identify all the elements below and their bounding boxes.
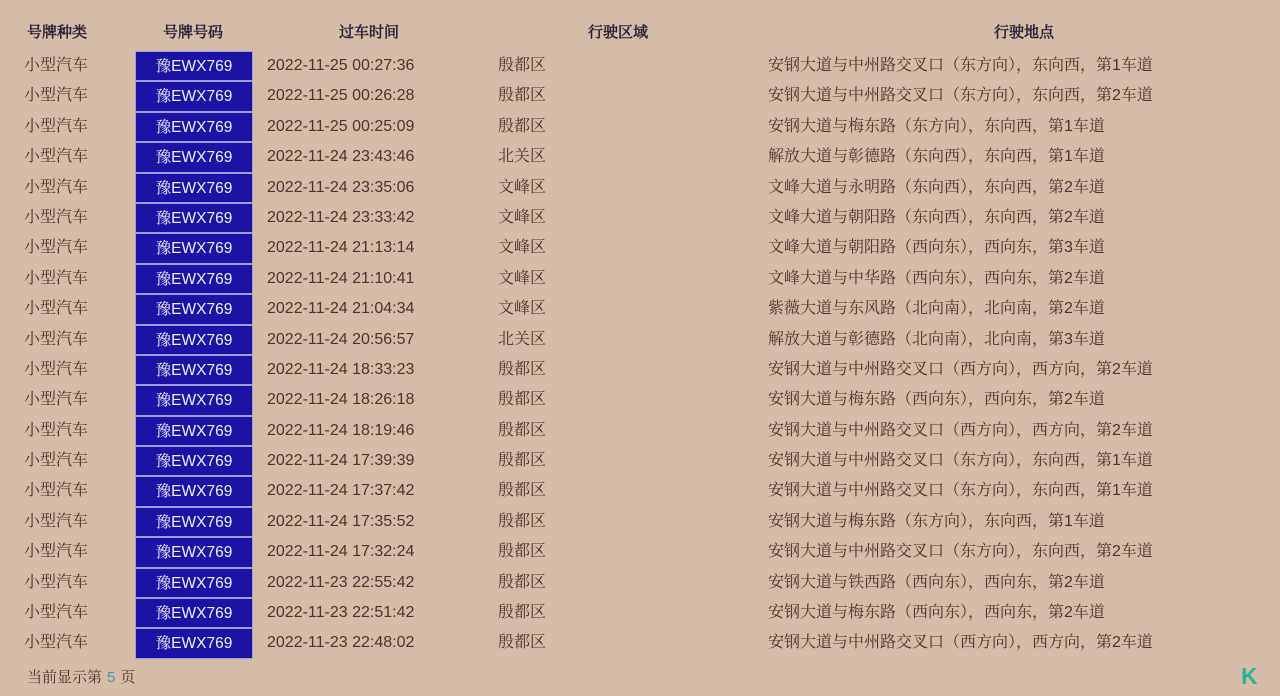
location-cell: 文峰大道与永明路（东向西），东向西，第2车道 [768, 178, 1105, 196]
plate-type-cell: 小型汽车 [23, 87, 88, 105]
table-header-row [0, 23, 1280, 43]
pass-time-cell: 2022-11-24 23:43:46 [267, 148, 415, 166]
table-row [0, 173, 1280, 203]
district-cell: 文峰区 [497, 208, 546, 226]
location-cell: 安钢大道与中州路交叉口（东方向），东向西，第1车道 [768, 482, 1153, 500]
plate-type-cell: 小型汽车 [23, 604, 88, 622]
district-cell: 殷都区 [497, 117, 546, 135]
table-row [0, 446, 1280, 476]
plate-number-badge[interactable]: 豫EWX769 [135, 142, 253, 172]
plate-type-cell: 小型汽车 [23, 330, 88, 348]
table-row [0, 81, 1280, 111]
plate-type-cell: 小型汽车 [23, 421, 88, 439]
plate-type-cell: 小型汽车 [23, 543, 88, 561]
pass-time-cell: 2022-11-23 22:51:42 [267, 604, 415, 622]
district-cell: 殷都区 [497, 634, 546, 652]
table-row [0, 112, 1280, 142]
plate-number-badge[interactable]: 豫EWX769 [135, 233, 253, 263]
header-plate-number: 号牌号码 [162, 24, 224, 41]
pass-time-cell: 2022-11-24 18:33:23 [267, 360, 415, 378]
plate-number-badge[interactable]: 豫EWX769 [135, 294, 253, 324]
pass-time-cell: 2022-11-24 18:19:46 [267, 421, 415, 439]
plate-number-badge[interactable]: 豫EWX769 [135, 51, 253, 81]
pass-time-cell: 2022-11-23 22:48:02 [267, 634, 415, 652]
location-cell: 安钢大道与中州路交叉口（西方向），西方向，第2车道 [768, 421, 1153, 439]
table-row [0, 628, 1280, 658]
pass-time-cell: 2022-11-24 23:33:42 [267, 208, 415, 226]
plate-number-badge[interactable]: 豫EWX769 [135, 355, 253, 385]
table-row [0, 294, 1280, 324]
header-pass-time: 过车时间 [338, 24, 400, 41]
pass-time-cell: 2022-11-24 20:56:57 [267, 330, 415, 348]
location-cell: 解放大道与彰德路（东向西），东向西，第1车道 [768, 148, 1105, 166]
plate-number-badge[interactable]: 豫EWX769 [135, 628, 253, 658]
table-row [0, 598, 1280, 628]
location-cell: 紫薇大道与东风路（北向南），北向南，第2车道 [768, 300, 1105, 318]
pass-time-cell: 2022-11-25 00:25:09 [267, 117, 415, 135]
table-row [0, 537, 1280, 567]
district-cell: 北关区 [497, 330, 546, 348]
plate-number-badge[interactable]: 豫EWX769 [135, 112, 253, 142]
district-cell: 殷都区 [497, 452, 546, 470]
district-cell: 殷都区 [497, 573, 546, 591]
plate-type-cell: 小型汽车 [23, 178, 88, 196]
location-cell: 安钢大道与中州路交叉口（东方向），东向西，第2车道 [768, 87, 1153, 105]
pagination-suffix: 页 [120, 669, 136, 686]
location-cell: 安钢大道与中州路交叉口（东方向），东向西，第1车道 [768, 452, 1153, 470]
plate-type-cell: 小型汽车 [23, 634, 88, 652]
table-body [0, 51, 1280, 659]
header-district: 行驶区域 [587, 24, 649, 41]
table-row [0, 507, 1280, 537]
district-cell: 殷都区 [497, 57, 546, 74]
pass-time-cell: 2022-11-24 23:35:06 [267, 178, 415, 196]
location-cell: 安钢大道与铁西路（西向东），西向东，第2车道 [768, 573, 1105, 591]
district-cell: 殷都区 [497, 604, 546, 622]
district-cell: 殷都区 [497, 482, 546, 500]
header-plate-type: 号牌种类 [26, 24, 88, 41]
location-cell: 文峰大道与朝阳路（东向西），东向西，第2车道 [768, 208, 1105, 226]
plate-type-cell: 小型汽车 [23, 300, 88, 318]
plate-number-badge[interactable]: 豫EWX769 [135, 446, 253, 476]
location-cell: 安钢大道与梅东路（西向东），西向东，第2车道 [768, 604, 1105, 622]
location-cell: 文峰大道与朝阳路（西向东），西向东，第3车道 [768, 239, 1105, 257]
plate-type-cell: 小型汽车 [23, 239, 88, 257]
plate-number-badge[interactable]: 豫EWX769 [135, 598, 253, 628]
plate-number-badge[interactable]: 豫EWX769 [135, 81, 253, 111]
plate-number-badge[interactable]: 豫EWX769 [135, 173, 253, 203]
district-cell: 北关区 [497, 148, 546, 166]
table-row [0, 142, 1280, 172]
pass-time-cell: 2022-11-24 17:35:52 [267, 512, 415, 530]
pass-time-cell: 2022-11-24 21:10:41 [267, 269, 415, 287]
current-page-number: 5 [107, 669, 116, 686]
table-row [0, 203, 1280, 233]
plate-number-badge[interactable]: 豫EWX769 [135, 325, 253, 355]
table-row [0, 568, 1280, 598]
plate-number-badge[interactable]: 豫EWX769 [135, 476, 253, 506]
plate-type-cell: 小型汽车 [23, 208, 88, 226]
district-cell: 文峰区 [497, 269, 546, 287]
plate-type-cell: 小型汽车 [23, 573, 88, 591]
pagination-prefix: 当前显示第 [27, 669, 103, 686]
table-row [0, 51, 1280, 81]
plate-number-badge[interactable]: 豫EWX769 [135, 203, 253, 233]
plate-type-cell: 小型汽车 [23, 482, 88, 500]
plate-type-cell: 小型汽车 [23, 57, 88, 74]
district-cell: 殷都区 [497, 512, 546, 530]
pass-time-cell: 2022-11-24 17:39:39 [267, 452, 415, 470]
district-cell: 殷都区 [497, 391, 546, 409]
table-row [0, 233, 1280, 263]
district-cell: 殷都区 [497, 543, 546, 561]
pass-time-cell: 2022-11-25 00:26:28 [267, 87, 415, 105]
plate-type-cell: 小型汽车 [23, 117, 88, 135]
location-cell: 安钢大道与中州路交叉口（东方向），东向西，第2车道 [768, 543, 1153, 561]
plate-number-badge[interactable]: 豫EWX769 [135, 537, 253, 567]
district-cell: 殷都区 [497, 87, 546, 105]
pass-time-cell: 2022-11-24 17:37:42 [267, 482, 415, 500]
pass-time-cell: 2022-11-24 17:32:24 [267, 543, 415, 561]
pagination-status [27, 668, 135, 688]
pass-time-cell: 2022-11-23 22:55:42 [267, 573, 415, 591]
plate-type-cell: 小型汽车 [23, 512, 88, 530]
plate-number-badge[interactable]: 豫EWX769 [135, 507, 253, 537]
location-cell: 安钢大道与中州路交叉口（东方向），东向西，第1车道 [768, 57, 1153, 74]
location-cell: 文峰大道与中华路（西向东），西向东，第2车道 [768, 269, 1105, 287]
header-location: 行驶地点 [993, 24, 1055, 41]
location-cell: 安钢大道与梅东路（东方向），东向西，第1车道 [768, 512, 1105, 530]
district-cell: 文峰区 [497, 300, 546, 318]
plate-type-cell: 小型汽车 [23, 148, 88, 166]
plate-number-badge[interactable]: 豫EWX769 [135, 568, 253, 598]
plate-number-badge[interactable]: 豫EWX769 [135, 264, 253, 294]
table-row [0, 385, 1280, 415]
pass-time-cell: 2022-11-24 21:04:34 [267, 300, 415, 318]
plate-type-cell: 小型汽车 [23, 391, 88, 409]
plate-type-cell: 小型汽车 [23, 452, 88, 470]
district-cell: 殷都区 [497, 360, 546, 378]
district-cell: 文峰区 [497, 239, 546, 257]
table-row [0, 355, 1280, 385]
pass-time-cell: 2022-11-24 21:13:14 [267, 239, 415, 257]
location-cell: 安钢大道与梅东路（西向东），西向东，第2车道 [768, 391, 1105, 409]
pass-time-cell: 2022-11-25 00:27:36 [267, 57, 415, 74]
location-cell: 安钢大道与中州路交叉口（西方向），西方向，第2车道 [768, 360, 1153, 378]
location-cell: 安钢大道与中州路交叉口（西方向），西方向，第2车道 [768, 634, 1153, 652]
pass-time-cell: 2022-11-24 18:26:18 [267, 391, 415, 409]
k-logo-watermark: K [1241, 663, 1258, 689]
district-cell: 文峰区 [497, 178, 546, 196]
plate-type-cell: 小型汽车 [23, 360, 88, 378]
plate-number-badge[interactable]: 豫EWX769 [135, 385, 253, 415]
location-cell: 解放大道与彰德路（北向南），北向南，第3车道 [768, 330, 1105, 348]
plate-number-badge[interactable]: 豫EWX769 [135, 416, 253, 446]
table-row [0, 264, 1280, 294]
table-row [0, 416, 1280, 446]
plate-type-cell: 小型汽车 [23, 269, 88, 287]
table-row [0, 476, 1280, 506]
table-row [0, 325, 1280, 355]
district-cell: 殷都区 [497, 421, 546, 439]
location-cell: 安钢大道与梅东路（东方向），东向西，第1车道 [768, 117, 1105, 135]
